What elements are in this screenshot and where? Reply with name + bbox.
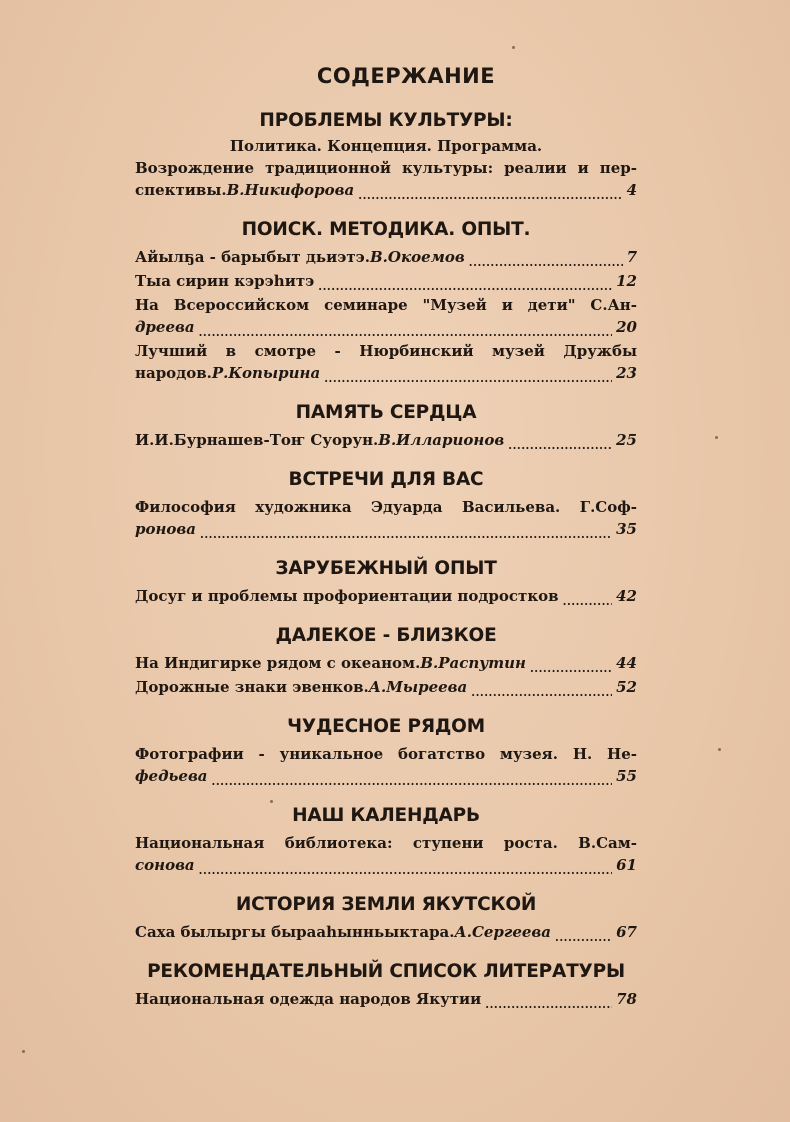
entry-title: Тыа сирин кэрэһитэ [135,272,315,290]
entry-first-line: Философия художника Эдуарда Васильева. Г.Соф- [135,498,637,516]
entry-line [135,270,637,294]
toc-section [135,402,637,453]
entry-author: ронова [135,520,197,538]
entry-line [135,988,637,1012]
section-heading: ДАЛЕКОЕ - БЛИЗКОЕ [275,625,497,646]
toc-entry[interactable] [135,585,637,609]
page-number: 78 [616,990,637,1008]
entry-line [135,179,637,203]
entry-title: Саха былыргы бырааһынньыктара. [135,923,455,941]
entry-line [135,676,637,700]
page-number: 55 [616,767,637,785]
page-number: 25 [616,431,637,449]
page-number: 44 [616,654,637,672]
toc-entry[interactable] [135,988,637,1012]
dot-leader [212,769,613,793]
toc-section [135,805,637,878]
dot-leader [318,274,612,298]
toc-section [135,469,637,542]
section-heading: ВСТРЕЧИ ДЛЯ ВАС [288,469,484,490]
entry-first-line: Фотографии - уникальное богатство музея. Н. Не- [135,745,637,763]
section-heading: ПАМЯТЬ СЕРДЦА [295,402,477,423]
toc-section [135,894,637,945]
dot-leader [485,992,612,1016]
toc-section [135,716,637,789]
entry-line [135,246,637,270]
entry-author: В.Никифорова [226,181,355,199]
entry-line [135,429,637,453]
toc-entry[interactable] [135,832,637,878]
page-number: 20 [616,318,637,336]
dot-leader [324,366,612,390]
section-heading: ПРОБЛЕМЫ КУЛЬТУРЫ: [259,110,513,131]
entry-author: А.Мыреева [368,678,468,696]
toc-section [135,625,637,700]
entry-first-line: Национальная библиотека: ступени роста. В.Сам- [135,834,637,852]
paper-speck [718,748,721,751]
entry-title: На Индигирке рядом с океаном. [135,654,421,672]
dot-leader [471,680,612,704]
dot-leader [508,433,612,457]
entry-line [135,362,637,386]
toc-entry[interactable] [135,921,637,945]
section-heading: ЧУДЕСНОЕ РЯДОМ [287,716,485,737]
entry-title: Дорожные знаки эвенков. [135,678,369,696]
toc-section [135,961,637,1012]
page-number: 12 [616,272,637,290]
dot-leader [200,522,612,546]
page-number: 67 [616,923,637,941]
toc-entry[interactable] [135,743,637,789]
entry-line [135,765,637,789]
entry-author: А.Сергеева [454,923,552,941]
toc-entry[interactable] [135,429,637,453]
paper-speck [22,1050,25,1053]
dot-leader [199,858,612,882]
toc-entry[interactable] [135,652,637,676]
dot-leader [555,925,612,949]
section-subheading: Политика. Концепция. Программа. [229,137,543,155]
page-number: 52 [616,678,637,696]
entry-first-line: На Всероссийском семинаре "Музей и дети" С.Ан- [135,296,637,314]
entry-author: Р.Копырина [211,364,321,382]
entry-first-line: Возрождение традиционной культуры: реалии и пер- [135,159,637,177]
paper-speck [715,436,718,439]
page-number: 61 [616,856,637,874]
entry-line [135,316,637,340]
entry-author: В.Окоемов [369,248,465,266]
page-number: 4 [626,181,637,199]
entry-title: спективы. [135,181,227,199]
toc-entry[interactable] [135,246,637,270]
entry-title: И.И.Бурнашев-Тоҥ Суорун. [135,431,379,449]
page-number: 7 [626,248,637,266]
paper-speck [512,46,515,49]
entry-line [135,518,637,542]
section-heading: ИСТОРИЯ ЗЕМЛИ ЯКУТСКОЙ [235,894,537,915]
entry-line [135,921,637,945]
entry-author: В.Распутин [420,654,526,672]
entry-title: Национальная одежда народов Якутии [135,990,482,1008]
entry-first-line: Лучший в смотре - Нюрбинский музей Дружбы [135,342,637,360]
dot-leader [563,589,613,613]
toc-entry[interactable] [135,676,637,700]
dot-leader [469,250,623,274]
toc-section [135,558,637,609]
entry-title: Айылҕа - барыбыт дьиэтэ. [135,248,370,266]
toc-entry[interactable] [135,496,637,542]
table-of-contents [135,64,637,1028]
toc-entry[interactable] [135,270,637,294]
entry-line [135,585,637,609]
page-title: СОДЕРЖАНИЕ [316,64,496,88]
page-number: 42 [616,587,637,605]
entry-line [135,854,637,878]
dot-leader [358,183,622,207]
toc-section [135,219,637,386]
entry-author: дреева [135,318,195,336]
section-heading: ПОИСК. МЕТОДИКА. ОПЫТ. [241,219,531,240]
sections-list [135,110,637,1012]
page-number: 35 [616,520,637,538]
dot-leader [199,320,613,344]
toc-entry[interactable] [135,340,637,386]
toc-entry[interactable] [135,157,637,203]
entry-title: Досуг и проблемы профориентации подростков [135,587,559,605]
section-heading: НАШ КАЛЕНДАРЬ [292,805,480,826]
toc-section [135,110,637,203]
section-heading: РЕКОМЕНДАТЕЛЬНЫЙ СПИСОК ЛИТЕРАТУРЫ [147,961,625,982]
section-heading: ЗАРУБЕЖНЫЙ ОПЫТ [275,558,497,579]
entry-title: народов. [135,364,212,382]
entry-author: сонова [135,856,195,874]
entry-line [135,652,637,676]
toc-entry[interactable] [135,294,637,340]
page-number: 23 [616,364,637,382]
entry-author: В.Илларионов [378,431,505,449]
entry-author: федьева [135,767,208,785]
dot-leader [530,656,612,680]
